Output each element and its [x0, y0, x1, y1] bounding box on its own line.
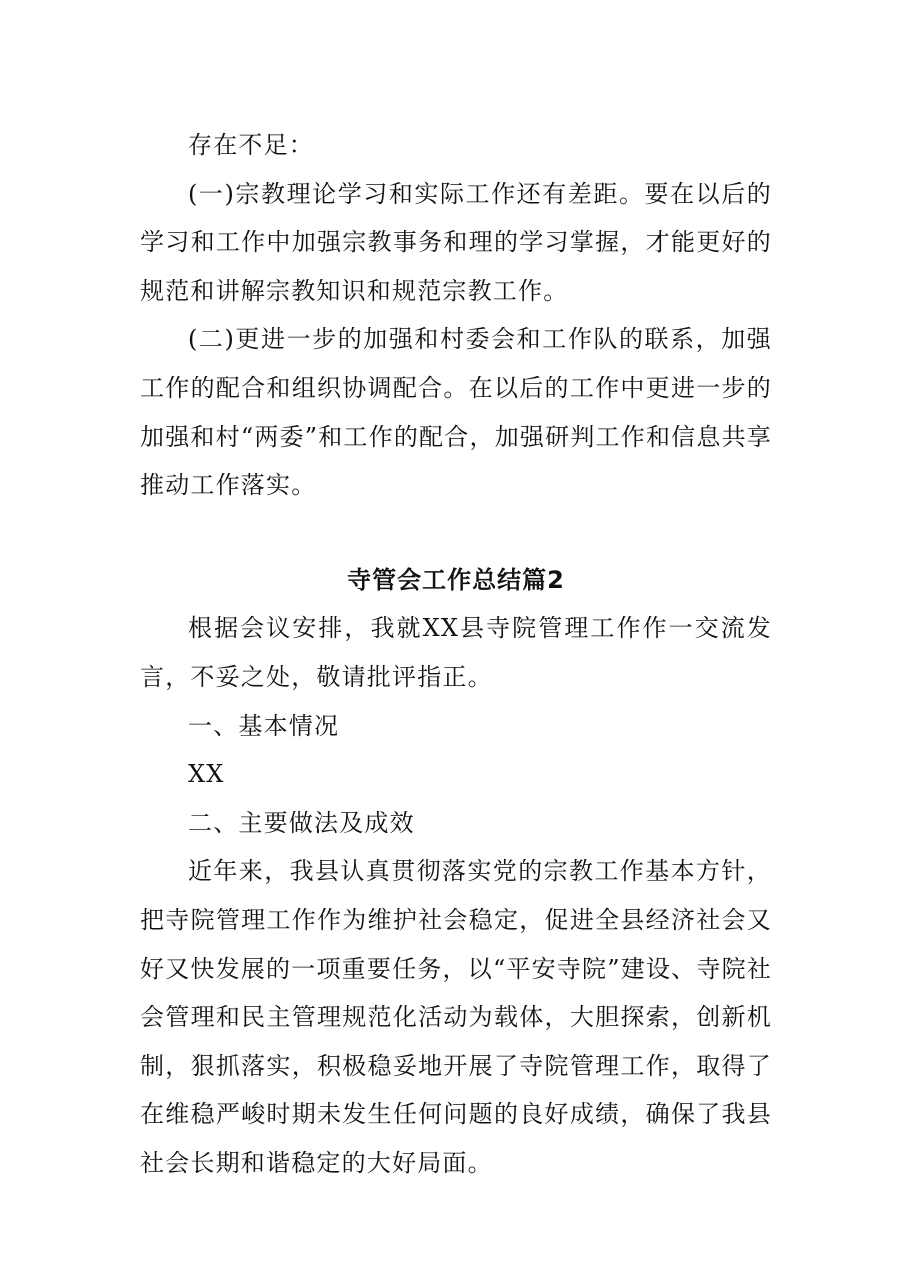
paragraph-item-2: (二)更进一步的加强和村委会和工作队的联系，加强工作的配合和组织协调配合。在以后的工作中更进一步的加强和村“两委”和工作的配合，加强研判工作和信息共享推动工作落实。 [140, 325, 772, 500]
placeholder-text: XX [188, 760, 225, 789]
intro-paragraph: 根据会议安排，我就XX县寺院管理工作作一交流发言，不妥之处，敬请批评指正。 [140, 614, 772, 691]
subheading-basic-situation: 一、基本情况 [188, 711, 340, 740]
section-heading-shortcomings: 存在不足： [188, 131, 314, 159]
document-body [140, 121, 772, 1187]
paragraph-item-1: (一)宗教理论学习和实际工作还有差距。要在以后的学习和工作中加强宗教事务和理的学习掌握，才能更好的规范和讲解宗教知识和规范宗教工作。 [140, 179, 772, 305]
body-paragraph: 近年来，我县认真贯彻落实党的宗教工作基本方针，把寺院管理工作作为维护社会稳定，促进全县经济社会又好又快发展的一项重要任务，以“平安寺院”建设、寺院社会管理和民主管理规范化活动为载体，大胆探索，创新机制，狠抓落实，积极稳妥地开展了寺院管理工作，取得了在维稳严峻时期未发生任何问题的良好成绩，确保了我县社会长期和谐稳定的大好局面。 [140, 857, 772, 1177]
subheading-main-practices: 二、主要做法及成效 [188, 808, 415, 837]
section-title: 寺管会工作总结篇2 [347, 565, 565, 594]
